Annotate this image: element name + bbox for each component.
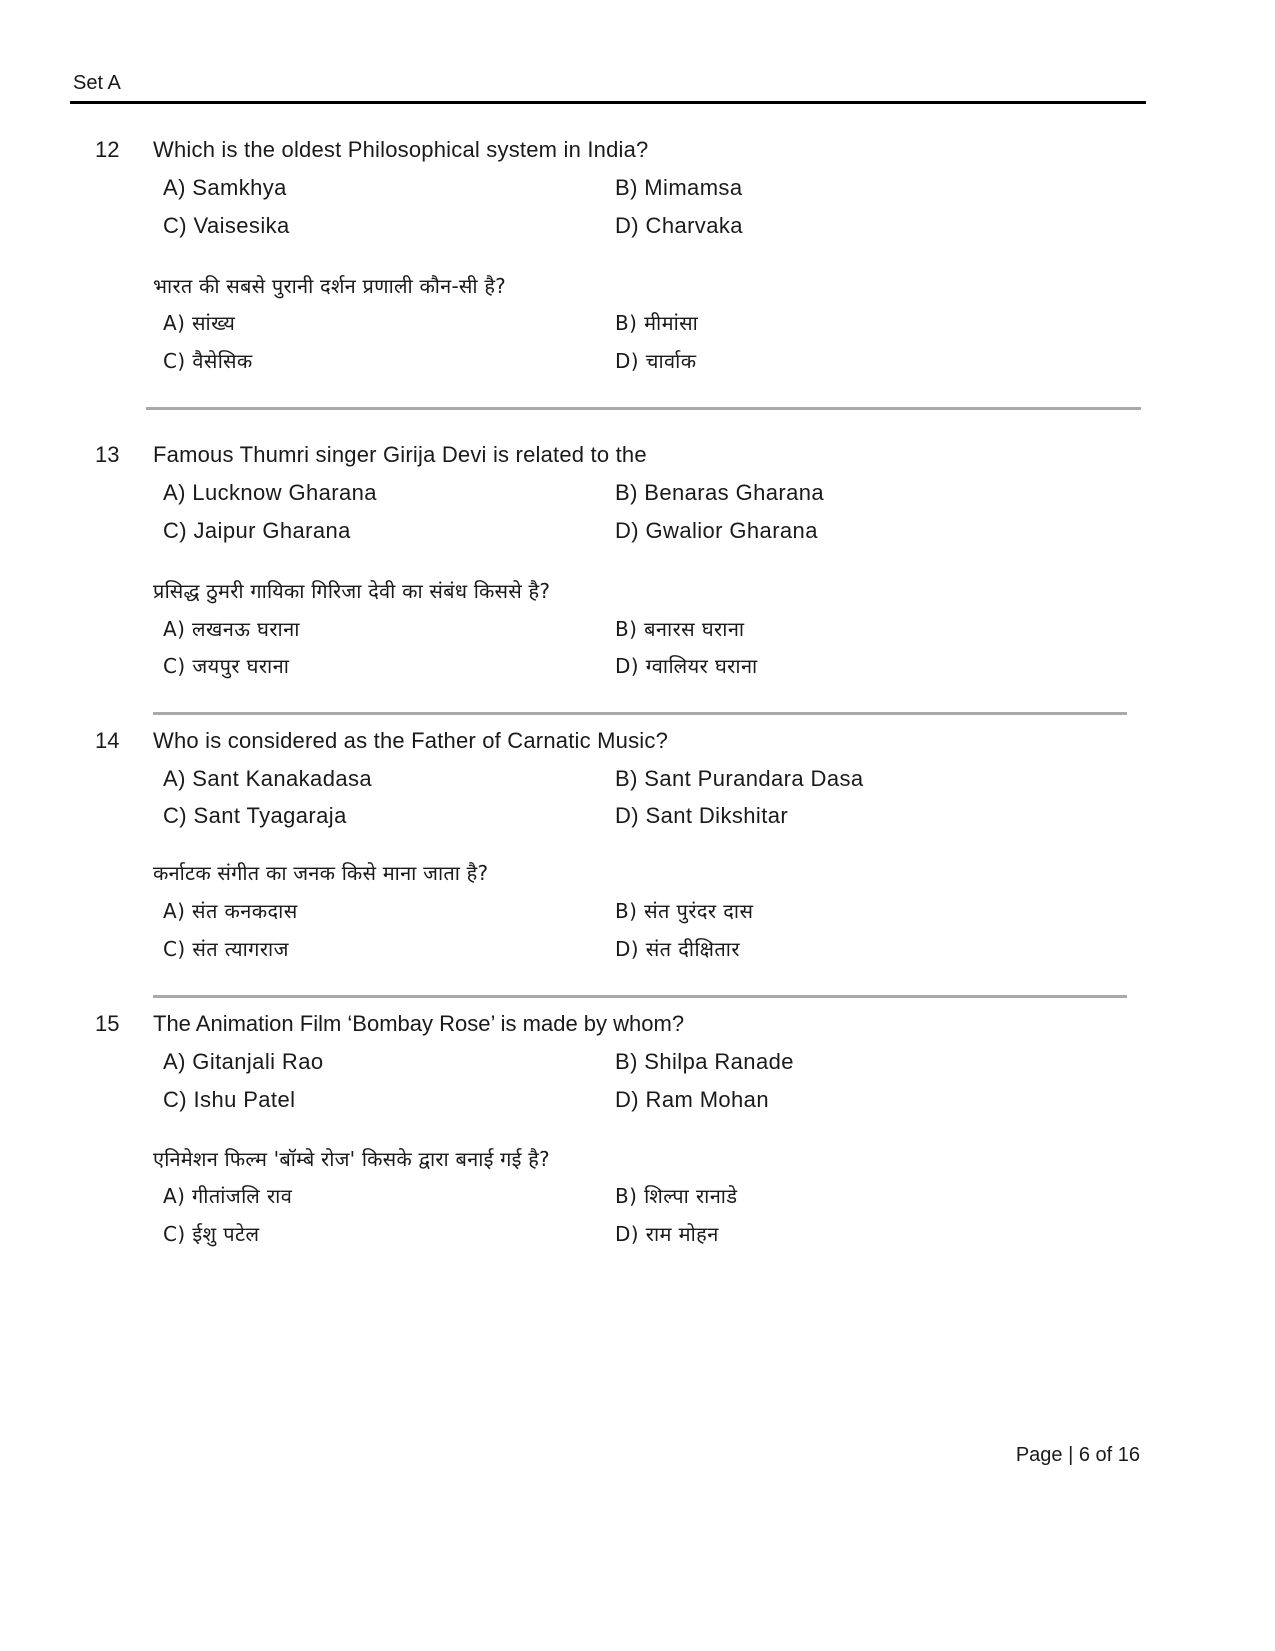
question-text-hi: प्रसिद्ध ठुमरी गायिका गिरिजा देवी का संबंध किससे है?	[153, 579, 551, 603]
option-a-en: A) Samkhya	[163, 175, 287, 200]
option-c-en: C) Ishu Patel	[163, 1087, 296, 1112]
question-number: 13	[95, 442, 120, 467]
option-a-hi: A) संत कनकदास	[163, 899, 298, 923]
question-text-hi: भारत की सबसे पुरानी दर्शन प्रणाली कौन-सी है?	[153, 274, 506, 298]
page-number: Page | 6 of 16	[1015, 1444, 1140, 1466]
set-label: Set A	[73, 72, 121, 94]
option-d-en: D) Sant Dikshitar	[615, 803, 789, 828]
option-b-hi: B) बनारस घराना	[615, 617, 745, 641]
question-divider	[146, 407, 1141, 410]
option-a-hi: A) लखनऊ घराना	[163, 617, 300, 641]
header-rule	[70, 101, 1146, 104]
option-a-en: A) Sant Kanakadasa	[163, 766, 373, 791]
option-d-hi: D) चार्वाक	[615, 349, 697, 373]
option-c-hi: C) जयपुर घराना	[163, 654, 290, 678]
option-b-en: B) Mimamsa	[615, 175, 743, 200]
question-number: 12	[95, 137, 120, 162]
question-divider	[153, 995, 1127, 998]
question-text-en: Who is considered as the Father of Carnatic Music?	[153, 728, 669, 753]
option-b-en: B) Benaras Gharana	[615, 480, 824, 505]
option-c-en: C) Sant Tyagaraja	[163, 803, 347, 828]
option-d-en: D) Charvaka	[615, 213, 743, 238]
option-b-hi: B) मीमांसा	[615, 311, 699, 335]
option-c-en: C) Jaipur Gharana	[163, 518, 351, 543]
option-b-hi: B) शिल्पा रानाडे	[615, 1184, 738, 1208]
option-d-hi: D) ग्वालियर घराना	[615, 654, 758, 678]
question-divider	[153, 712, 1127, 715]
question-text-hi: कर्नाटक संगीत का जनक किसे माना जाता है?	[153, 861, 489, 885]
question-text-en: Which is the oldest Philosophical system in India?	[153, 137, 649, 162]
option-d-hi: D) राम मोहन	[615, 1222, 719, 1246]
option-c-en: C) Vaisesika	[163, 213, 290, 238]
option-d-hi: D) संत दीक्षितार	[615, 937, 740, 961]
question-text-en: Famous Thumri singer Girija Devi is related to the	[153, 442, 647, 467]
option-b-en: B) Sant Purandara Dasa	[615, 766, 864, 791]
question-number: 14	[95, 728, 120, 753]
option-a-hi: A) गीतांजलि राव	[163, 1184, 293, 1208]
option-d-en: D) Gwalior Gharana	[615, 518, 818, 543]
option-a-en: A) Lucknow Gharana	[163, 480, 377, 505]
option-b-hi: B) संत पुरंदर दास	[615, 899, 754, 923]
option-c-hi: C) संत त्यागराज	[163, 937, 289, 961]
option-a-en: A) Gitanjali Rao	[163, 1049, 324, 1074]
option-c-hi: C) ईशु पटेल	[163, 1222, 260, 1246]
option-c-hi: C) वैसेसिक	[163, 349, 253, 373]
question-text-en: The Animation Film ‘Bombay Rose’ is made by whom?	[153, 1011, 685, 1036]
option-d-en: D) Ram Mohan	[615, 1087, 769, 1112]
question-text-hi: एनिमेशन फिल्म 'बॉम्बे रोज' किसके द्वारा बनाई गई है?	[153, 1147, 550, 1171]
question-number: 15	[95, 1011, 120, 1036]
option-b-en: B) Shilpa Ranade	[615, 1049, 794, 1074]
option-a-hi: A) सांख्य	[163, 311, 236, 335]
